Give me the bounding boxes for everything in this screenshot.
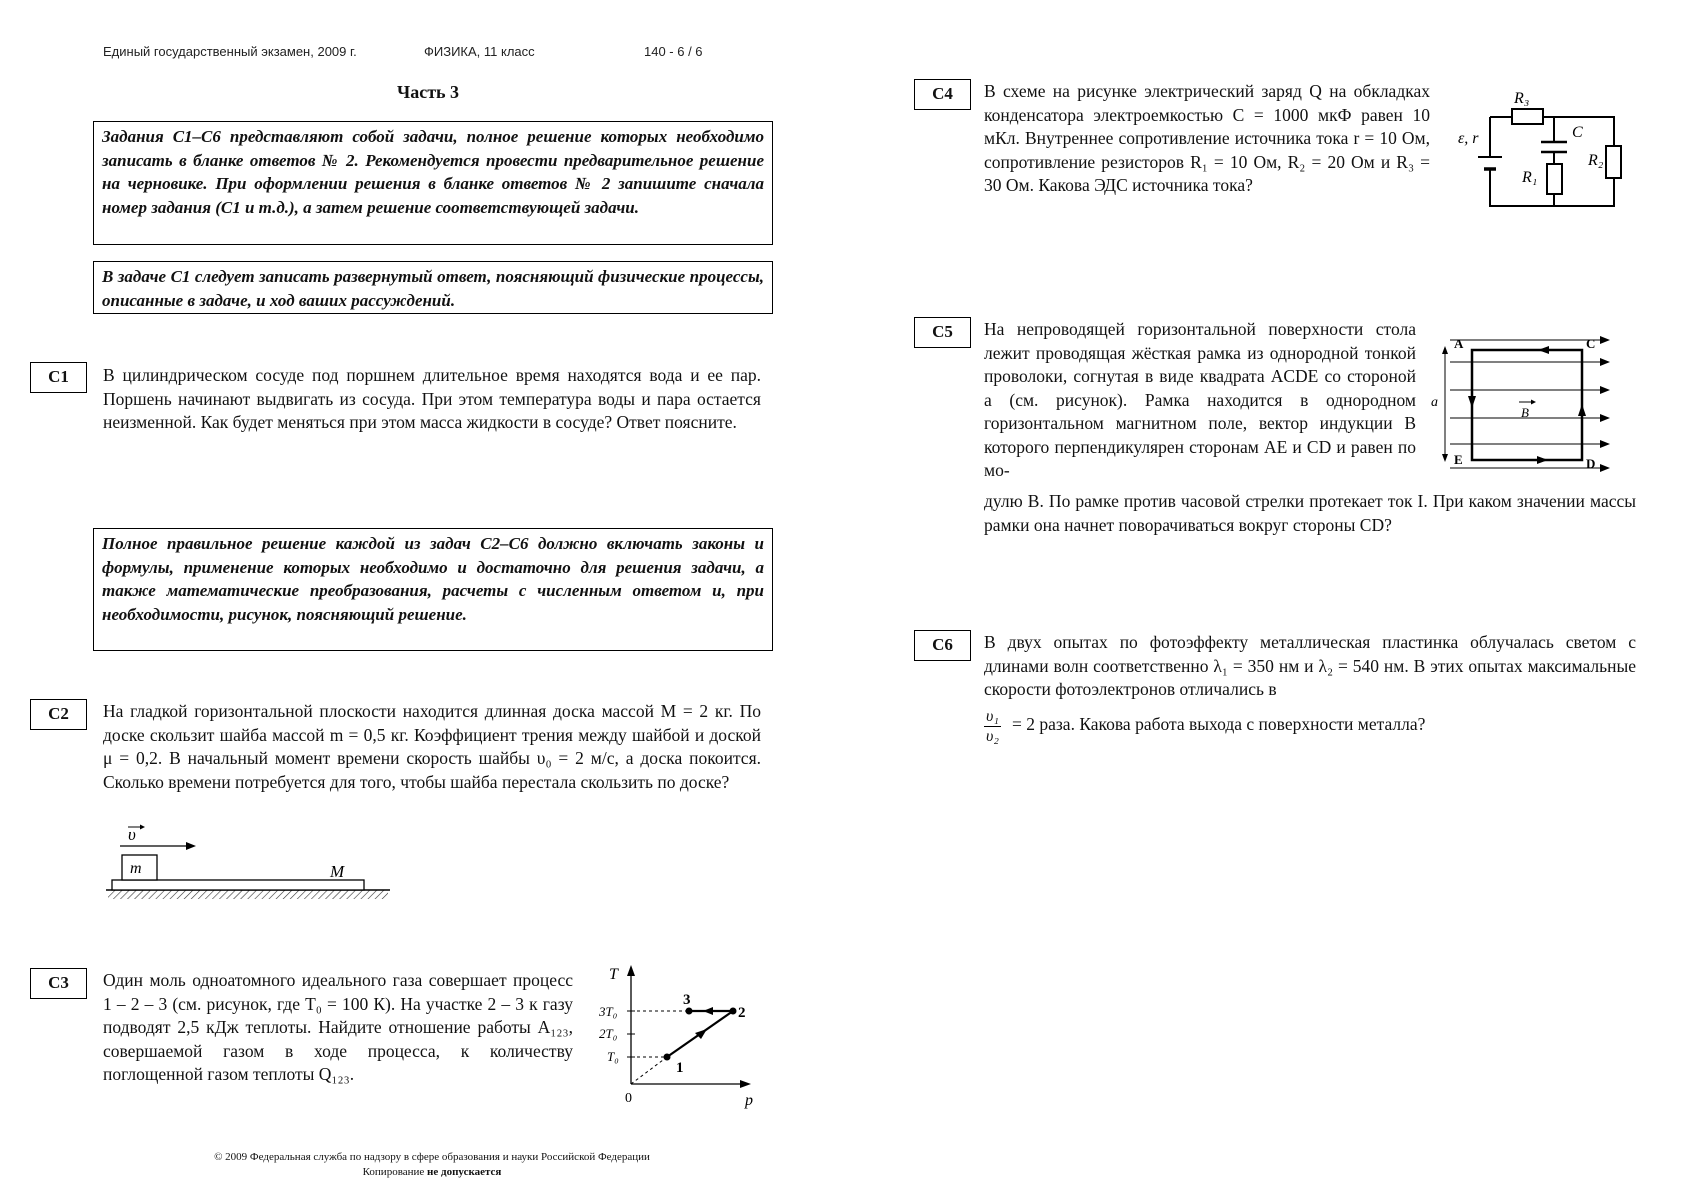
puck-label: m: [130, 860, 142, 877]
vertex-e-label: E: [1454, 452, 1463, 467]
velocity-ratio-fraction: [984, 707, 1001, 746]
t-axis-label: T: [609, 966, 618, 983]
board-label: M: [330, 862, 345, 881]
p-axis-label: p: [745, 1092, 753, 1109]
tick-3t0: 3T₀: [599, 1004, 618, 1019]
resistor-r3: [1512, 109, 1543, 124]
board: [112, 880, 364, 890]
c2-figure: [100, 820, 400, 900]
resistor-r1: [1547, 164, 1562, 194]
velocity-label: υ: [128, 825, 136, 844]
task-label-c1: С1: [30, 362, 87, 393]
origin-label: 0: [625, 1091, 632, 1106]
instructions-box: Задания С1–С6 представляют собой задачи, полное решение которых необходимо записать в бланке ответов № 2. Рекомендуется провести предварительное решение на черновике. При оформлении решения в бланке ответов № 2 запишите сначала номер задания (С1 и т.д.), а затем решение соответствующей задачи.: [93, 121, 773, 245]
task-text-c6-tail: = 2 раза. Какова работа выхода с поверхности металла?: [1012, 714, 1426, 734]
c5-frame-figure: [1428, 328, 1618, 478]
vertex-c-label: C: [1586, 336, 1596, 351]
point-2-label: 2: [738, 1005, 746, 1021]
c1-instructions-box: В задаче С1 следует записать развернутый ответ, поясняющий физические процессы, описанные в задаче, и ход ваших рассуждений.: [93, 261, 773, 314]
r3-label: R₃: [1514, 90, 1530, 107]
resistor-r2: [1606, 146, 1621, 178]
vertex-d-label: D: [1586, 456, 1596, 471]
task-text-c6: В двух опытах по фотоэффекту металлическая пластинка облучалась светом с длинами волн соответственно λ₁ = 350 нм и λ₂ = 540 нм. В этих опытах максимальные скорости фотоэлектронов отличались в: [984, 632, 1636, 699]
task-label-c2: С2: [30, 699, 87, 730]
fraction-numerator: υ₁: [986, 708, 999, 725]
task-text-c4: В схеме на рисунке электрический заряд Q на обкладках конденсатора электроемкостью C = 1000 мкФ равен 10 мКл. Внутреннее сопротивление источника тока r = 10 Ом, сопротивление резисторов R₁ = 10 Ом, R₂ = 20 Ом и R₃ = 30 Ом. Какова ЭДС источника тока?: [984, 81, 1430, 195]
task-text-c3: Один моль одноатомного идеального газа совершает процесс 1 – 2 – 3 (см. рисунок, где T₀ = 100 К). На участке 2 – 3 к газу подводят 2,5 кДж теплоты. Найдите отношение работы A₁₂₃, совершаемой газом в ходе процесса, к количеству поглощенной газом теплоты Q₁₂₃.: [103, 970, 573, 1084]
fraction-denominator: υ₂: [986, 728, 999, 745]
point-2: [730, 1008, 737, 1015]
point-1-label: 1: [676, 1060, 684, 1076]
r2-label: R₂: [1588, 152, 1604, 169]
c3-tp-graph: [595, 960, 765, 1110]
subject-header: ФИЗИКА, 11 класс: [424, 44, 535, 59]
vertex-a-label: A: [1454, 336, 1464, 351]
point-3: [686, 1008, 693, 1015]
tick-2t0: 2T₀: [599, 1026, 618, 1041]
exam-header: Единый государственный экзамен, 2009 г.: [103, 44, 357, 59]
task-label-c3: С3: [30, 968, 87, 999]
task-text-c2: На гладкой горизонтальной плоскости находится длинная доска массой M = 2 кг. По доске скользит шайба массой m = 0,5 кг. Коэффициент трения между шайбой и доской μ = 0,2. В начальный момент времени скорость шайбы υ₀ = 2 м/с, а доска покоится. Сколько времени потребуется для того, чтобы шайба перестала скользить по доске?: [103, 701, 761, 792]
task-label-c4: С4: [914, 79, 971, 110]
footer-copy-notice: Копирование не допускается: [362, 1166, 502, 1178]
ground-hatch: [108, 890, 388, 899]
r1-label: R₁: [1522, 169, 1538, 186]
task-label-c5: С5: [914, 317, 971, 348]
field-b-label: B: [1521, 405, 1529, 420]
c2-c6-instructions-box: Полное правильное решение каждой из задач С2–С6 должно включать законы и формулы, применение которых необходимо и достаточно для решения задачи, а также математические преобразования, расчеты с численным ответом и, при необходимости, рисунок, поясняющий решение.: [93, 528, 773, 651]
footer-copyright: © 2009 Федеральная служба по надзору в сфере образования и науки Российской Федерации: [214, 1151, 650, 1163]
tick-t0: T₀: [607, 1049, 619, 1064]
velocity-arrowhead: [186, 842, 196, 850]
c4-circuit: [1450, 82, 1640, 216]
part-title: Часть 3: [397, 82, 460, 102]
task-text-c1: В цилиндрическом сосуде под поршнем длительное время находятся вода и ее пар. Поршень начинают выдвигать из сосуда. При этом температура воды и пара остается неизменной. Как будет меняться при этом масса жидкости в сосуде? Ответ поясните.: [103, 365, 761, 432]
task-text-c5-wrap: На непроводящей горизонтальной поверхности стола лежит проводящая жёсткая рамка из однородной тонкой проволоки, согнутая в виде квадрата ACDE со стороной a (см. рисунок). Рамка находится в однородном горизонтальном магнитном поле, вектор индукции B которого перпендикулярен сторонам AE и CD и равен по мо-: [984, 319, 1416, 480]
task-text-c5-full: дулю B. По рамке против часовой стрелки протекает ток I. При каком значении массы рамки она начнет поворачиваться вокруг стороны CD?: [984, 491, 1636, 535]
side-a-label: a: [1431, 395, 1438, 410]
point-3-label: 3: [683, 992, 691, 1008]
page-number: 140 - 6 / 6: [644, 44, 703, 59]
source-label: ε, r: [1458, 130, 1479, 147]
task-label-c6: С6: [914, 630, 971, 661]
point-1: [664, 1054, 671, 1061]
cap-label: C: [1572, 124, 1583, 141]
